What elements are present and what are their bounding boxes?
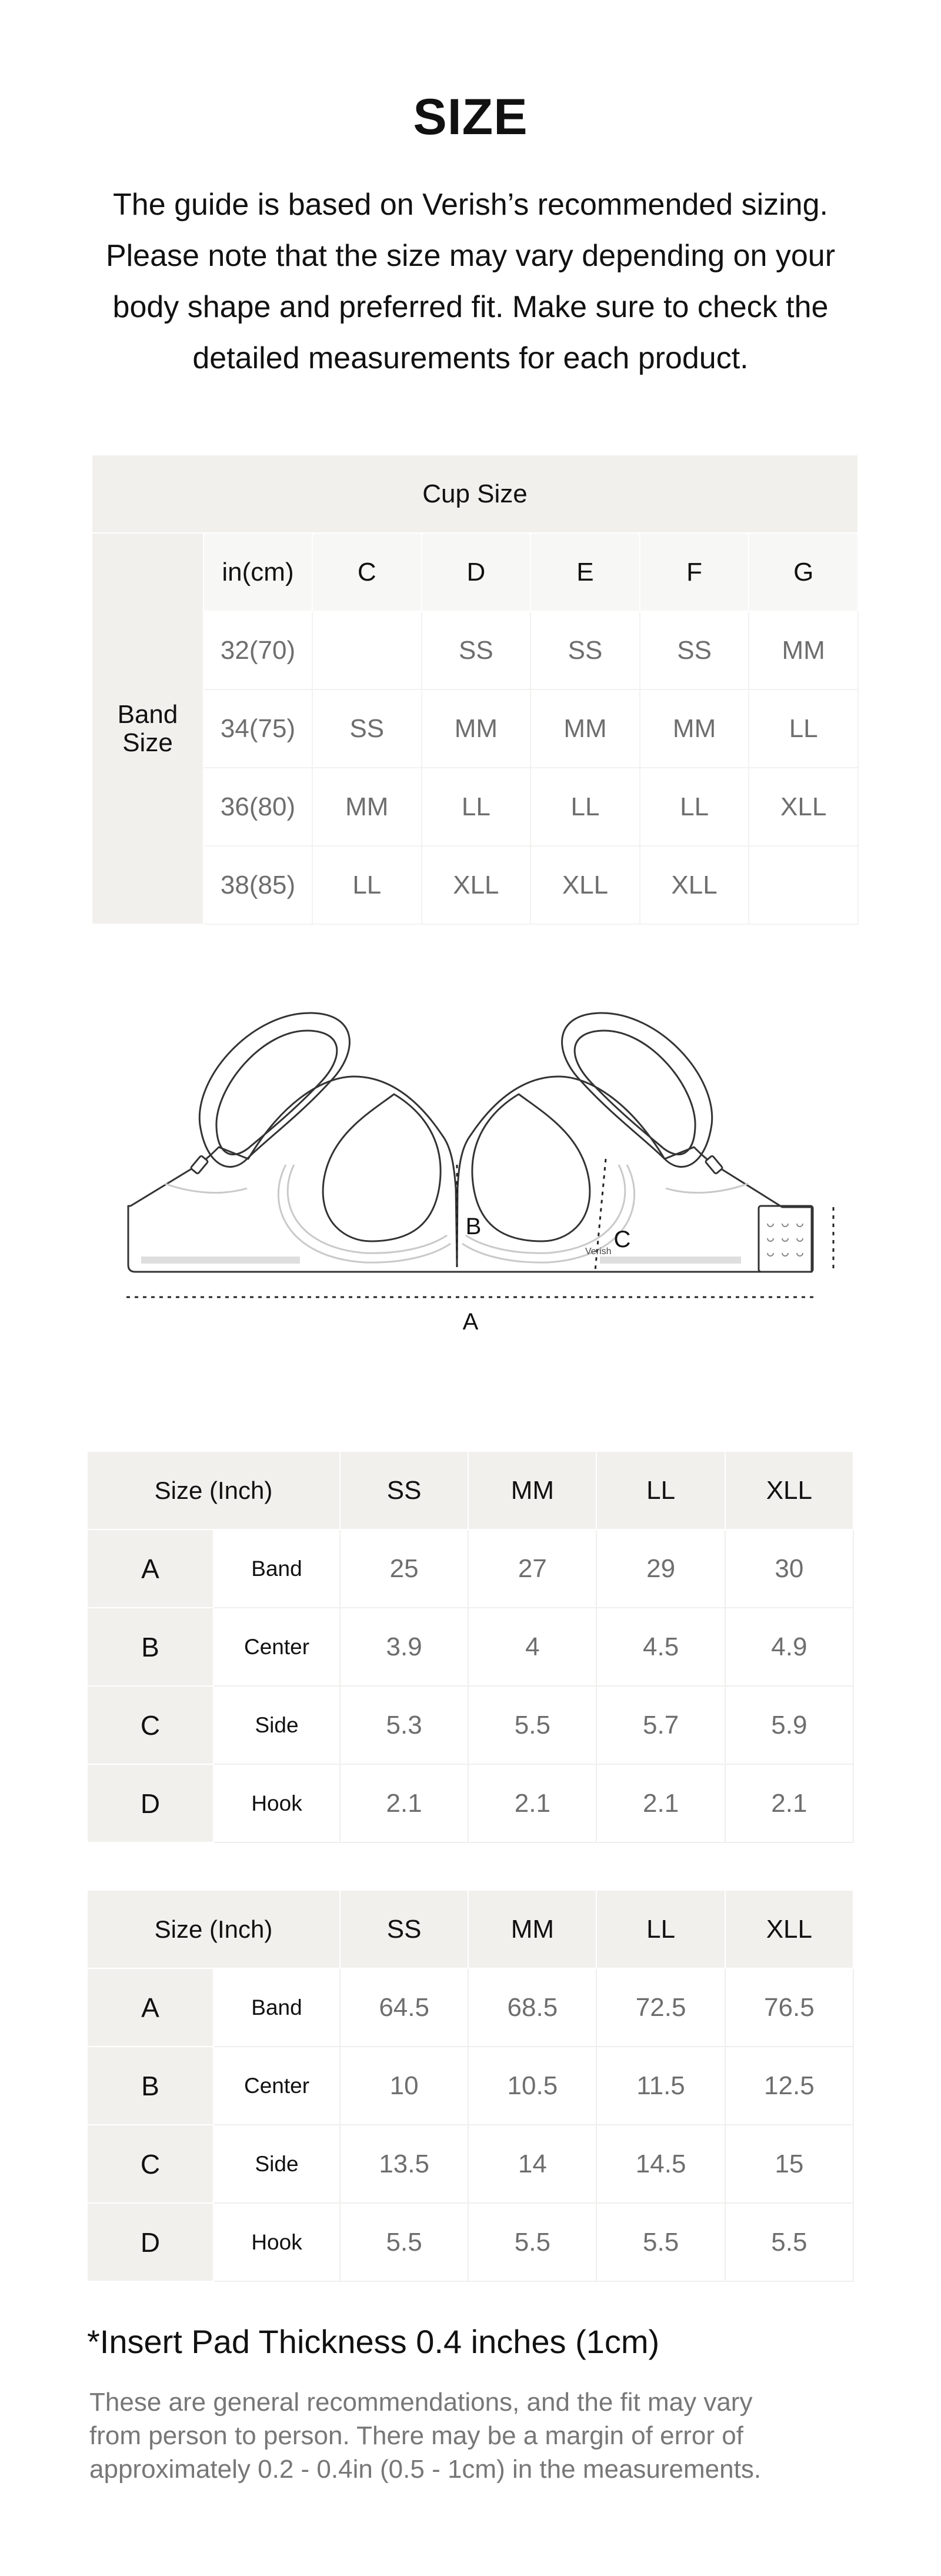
measure-value: 13.5 bbox=[340, 2125, 468, 2203]
measure-letter: A bbox=[87, 1529, 213, 1608]
measure-value: 14 bbox=[468, 2125, 596, 2203]
cup-column-header: D bbox=[422, 533, 531, 611]
table-row bbox=[92, 846, 858, 924]
hook-eye bbox=[768, 1224, 773, 1227]
size-column-header: SS bbox=[340, 1451, 468, 1529]
cup-column-header: C bbox=[312, 533, 422, 611]
intro-line: The guide is based on Verish’s recommended sizing. bbox=[113, 188, 828, 222]
measure-name: Band bbox=[213, 1529, 340, 1608]
size-cell: LL bbox=[312, 846, 422, 924]
band-label-line: Size bbox=[122, 728, 173, 757]
cup-column-header: F bbox=[640, 533, 749, 611]
table-row bbox=[87, 2203, 853, 2281]
measure-letter: D bbox=[87, 2203, 213, 2281]
right-strap bbox=[562, 1013, 712, 1167]
size-cell: MM bbox=[312, 768, 422, 846]
measure-value: 12.5 bbox=[725, 2047, 853, 2125]
measure-value: 4 bbox=[468, 1608, 596, 1686]
right-edge-band bbox=[666, 1184, 748, 1193]
table-row bbox=[87, 2047, 853, 2125]
size-cell: MM bbox=[530, 689, 640, 768]
size-cell: LL bbox=[749, 689, 858, 768]
measure-value: 5.5 bbox=[596, 2203, 725, 2281]
measure-value: 2.1 bbox=[468, 1764, 596, 1842]
measure-value: 5.3 bbox=[340, 1686, 468, 1764]
measure-value: 5.5 bbox=[468, 2203, 596, 2281]
hook-eye bbox=[797, 1253, 803, 1256]
note-line: These are general recommendations, and the fit may vary bbox=[89, 2388, 753, 2417]
table-row bbox=[92, 689, 858, 768]
bra-measurement-diagram bbox=[118, 988, 847, 1341]
measure-value: 2.1 bbox=[596, 1764, 725, 1842]
band-label-line: Band bbox=[117, 699, 178, 729]
size-table-header: Size (Inch) bbox=[87, 1451, 340, 1529]
hook-panel bbox=[759, 1206, 813, 1272]
size-column-header: MM bbox=[468, 1451, 596, 1529]
size-header-row bbox=[87, 1890, 853, 1968]
cup-column-header: E bbox=[530, 533, 640, 611]
hook-eye bbox=[768, 1253, 773, 1256]
cup-size-table bbox=[91, 454, 859, 925]
left-underwire bbox=[288, 1165, 447, 1253]
measure-value: 5.7 bbox=[596, 1686, 725, 1764]
measure-value: 30 bbox=[725, 1529, 853, 1608]
size-cell bbox=[312, 611, 422, 689]
intro-line: Please note that the size may vary depending on your bbox=[105, 239, 836, 273]
table-row bbox=[92, 768, 858, 846]
intro-text bbox=[71, 179, 870, 384]
hook-eye bbox=[797, 1224, 803, 1227]
size-cell: XLL bbox=[530, 846, 640, 924]
table-row bbox=[87, 1686, 853, 1764]
measure-value: 5.9 bbox=[725, 1686, 853, 1764]
measure-value: 14.5 bbox=[596, 2125, 725, 2203]
intro-line: detailed measurements for each product. bbox=[192, 341, 749, 375]
table-row bbox=[92, 611, 858, 689]
size-cell: XLL bbox=[640, 846, 749, 924]
measure-value: 2.1 bbox=[340, 1764, 468, 1842]
bra-body bbox=[128, 1077, 812, 1272]
measure-value: 11.5 bbox=[596, 2047, 725, 2125]
size-column-header: MM bbox=[468, 1890, 596, 1968]
measure-value: 10.5 bbox=[468, 2047, 596, 2125]
right-cup-outline bbox=[472, 1094, 590, 1241]
size-column-header: XLL bbox=[725, 1890, 853, 1968]
size-cell: SS bbox=[530, 611, 640, 689]
size-cell: SS bbox=[312, 689, 422, 768]
cup-columns-row bbox=[92, 533, 858, 611]
band-size-label bbox=[92, 533, 203, 924]
note-title: *Insert Pad Thickness 0.4 inches (1cm) bbox=[87, 2323, 660, 2360]
note-line: approximately 0.2 - 0.4in (0.5 - 1cm) in the measurements. bbox=[89, 2455, 762, 2484]
measure-value: 64.5 bbox=[340, 1968, 468, 2047]
cup-size-header: Cup Size bbox=[92, 455, 858, 533]
band-row-label: 32(70) bbox=[203, 611, 312, 689]
measure-value: 25 bbox=[340, 1529, 468, 1608]
measure-name: Band bbox=[213, 1968, 340, 2047]
hook-eye bbox=[782, 1224, 788, 1227]
left-slider bbox=[191, 1155, 208, 1174]
size-column-header: SS bbox=[340, 1890, 468, 1968]
size-cell bbox=[749, 846, 858, 924]
measure-letter: C bbox=[87, 1686, 213, 1764]
measure-name: Side bbox=[213, 2125, 340, 2203]
page-title: SIZE bbox=[413, 89, 528, 145]
measure-value: 15 bbox=[725, 2125, 853, 2203]
size-cell: LL bbox=[422, 768, 531, 846]
measure-value: 72.5 bbox=[596, 1968, 725, 2047]
size-cell: SS bbox=[640, 611, 749, 689]
hook-eye bbox=[782, 1238, 788, 1241]
note-line: from person to person. There may be a margin of error of bbox=[89, 2421, 743, 2450]
measure-value: 2.1 bbox=[725, 1764, 853, 1842]
measure-letter: C bbox=[87, 2125, 213, 2203]
size-table-header: Size (Inch) bbox=[87, 1890, 340, 1968]
size-table-cm bbox=[86, 1889, 854, 2282]
measure-value: 4.9 bbox=[725, 1608, 853, 1686]
left-strap bbox=[199, 1013, 349, 1167]
measure-value: 5.5 bbox=[725, 2203, 853, 2281]
table-row bbox=[87, 1529, 853, 1608]
note-body bbox=[89, 2385, 854, 2486]
hook-eye bbox=[768, 1238, 773, 1241]
right-bottom-stripe bbox=[600, 1257, 741, 1264]
size-cell: XLL bbox=[422, 846, 531, 924]
hook-eye bbox=[797, 1238, 803, 1241]
size-cell: SS bbox=[422, 611, 531, 689]
table-row bbox=[87, 1764, 853, 1842]
size-column-header: LL bbox=[596, 1451, 725, 1529]
unit-label: in(cm) bbox=[203, 533, 312, 611]
measure-letter: D bbox=[87, 1764, 213, 1842]
intro-line: body shape and preferred fit. Make sure to check the bbox=[112, 290, 829, 324]
table-row bbox=[87, 2125, 853, 2203]
label-c: C bbox=[613, 1227, 631, 1252]
label-a: A bbox=[462, 1309, 479, 1335]
size-table-inch bbox=[86, 1451, 854, 1843]
measure-letter: A bbox=[87, 1968, 213, 2047]
size-cell: LL bbox=[530, 768, 640, 846]
size-cell: MM bbox=[422, 689, 531, 768]
measure-value: 68.5 bbox=[468, 1968, 596, 2047]
size-column-header: XLL bbox=[725, 1451, 853, 1529]
measure-value: 3.9 bbox=[340, 1608, 468, 1686]
size-cell: LL bbox=[640, 768, 749, 846]
measure-name: Side bbox=[213, 1686, 340, 1764]
measure-value: 5.5 bbox=[468, 1686, 596, 1764]
left-cup-outline bbox=[323, 1094, 441, 1241]
measure-value: 29 bbox=[596, 1529, 725, 1608]
hook-eye bbox=[782, 1253, 788, 1256]
measure-letter: B bbox=[87, 2047, 213, 2125]
size-cell: MM bbox=[749, 611, 858, 689]
size-column-header: LL bbox=[596, 1890, 725, 1968]
right-slider bbox=[705, 1155, 723, 1174]
cup-size-header-row bbox=[92, 455, 858, 533]
band-row-label: 38(85) bbox=[203, 846, 312, 924]
left-edge-band bbox=[165, 1184, 247, 1193]
measure-name: Center bbox=[213, 2047, 340, 2125]
left-bottom-stripe bbox=[141, 1257, 300, 1264]
table-row bbox=[87, 1608, 853, 1686]
measure-value: 10 bbox=[340, 2047, 468, 2125]
measure-value: 27 bbox=[468, 1529, 596, 1608]
size-cell: XLL bbox=[749, 768, 858, 846]
table-row bbox=[87, 1968, 853, 2047]
measure-name: Hook bbox=[213, 1764, 340, 1842]
measure-name: Hook bbox=[213, 2203, 340, 2281]
measure-value: 5.5 bbox=[340, 2203, 468, 2281]
brand-mark: Verish bbox=[585, 1247, 612, 1257]
band-row-label: 36(80) bbox=[203, 768, 312, 846]
size-cell: MM bbox=[640, 689, 749, 768]
cup-column-header: G bbox=[749, 533, 858, 611]
measure-name: Center bbox=[213, 1608, 340, 1686]
measure-value: 4.5 bbox=[596, 1608, 725, 1686]
label-b: B bbox=[465, 1214, 482, 1239]
band-row-label: 34(75) bbox=[203, 689, 312, 768]
size-header-row bbox=[87, 1451, 853, 1529]
measure-value: 76.5 bbox=[725, 1968, 853, 2047]
left-underwire-2 bbox=[278, 1165, 451, 1262]
measure-letter: B bbox=[87, 1608, 213, 1686]
